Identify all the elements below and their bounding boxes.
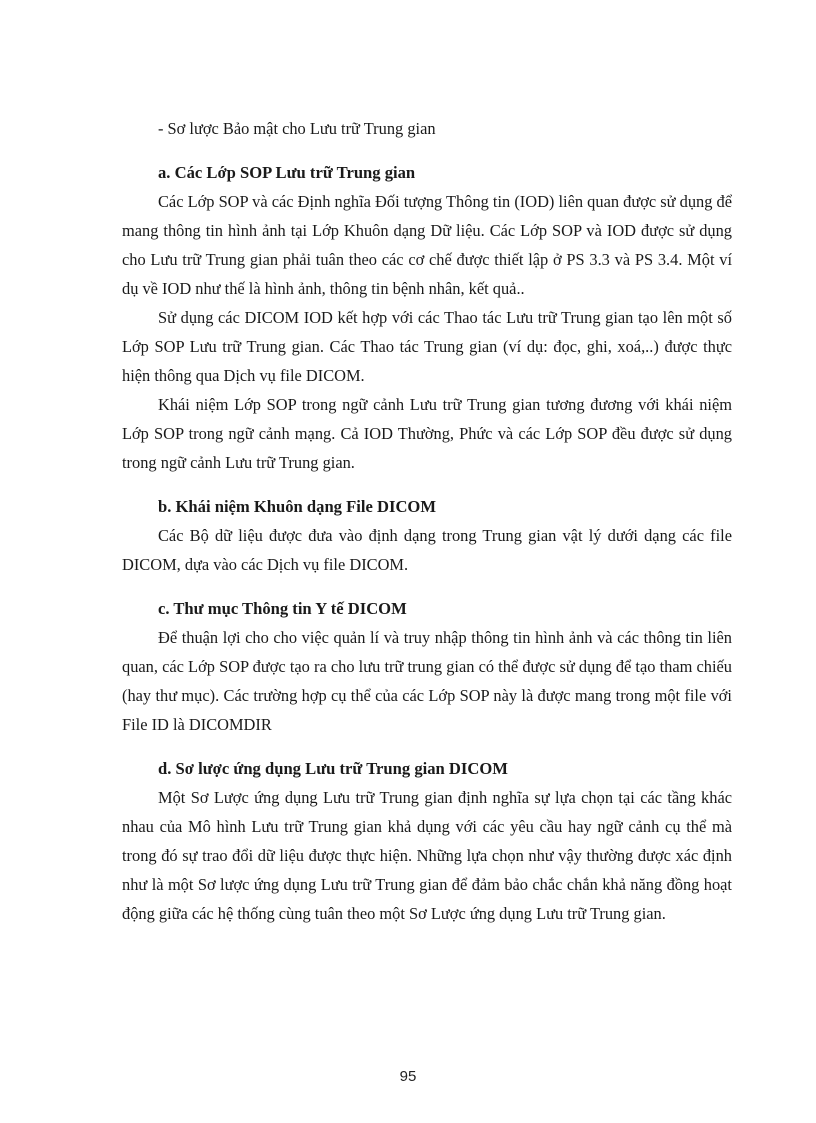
section-d-heading: d. Sơ lược ứng dụng Lưu trữ Trung gian DICOM <box>158 759 508 778</box>
section-c-paragraph-1: Để thuận lợi cho cho việc quản lí và truy nhập thông tin hình ảnh và các thông tin liên quan, các Lớp SOP được tạo ra cho lưu trữ trung gian có thể được sử dụng để tạo tham chiếu (hay thư mục). Các trường hợp cụ thể của các Lớp SOP này là được mang trong một file với File ID là DICOMDIR <box>122 628 732 734</box>
section-a-heading: a. Các Lớp SOP Lưu trữ Trung gian <box>158 163 416 182</box>
page-number: 95 <box>399 1068 417 1085</box>
section-a-paragraph-3: Khái niệm Lớp SOP trong ngữ cảnh Lưu trữ Trung gian tương đương với khái niệm Lớp SOP trong ngữ cảnh mạng. Cả IOD Thường, Phức và các Lớp SOP đều được sử dụng trong ngữ cảnh Lưu trữ Trung gian. <box>122 395 732 472</box>
section-b-heading: b. Khái niệm Khuôn dạng File DICOM <box>158 497 436 516</box>
section-b-paragraph-1: Các Bộ dữ liệu được đưa vào định dạng trong Trung gian vật lý dưới dạng các file DICOM, dựa vào các Dịch vụ file DICOM. <box>122 526 732 574</box>
intro-bullet: - Sơ lược Bảo mật cho Lưu trữ Trung gian <box>158 119 436 138</box>
section-a-paragraph-1: Các Lớp SOP và các Định nghĩa Đối tượng Thông tin (IOD) liên quan được sử dụng để mang thông tin hình ảnh tại Lớp Khuôn dạng Dữ liệu. Các Lớp SOP và IOD được sử dụng cho Lưu trữ Trung gian phải tuân theo các cơ chế được thiết lập ở PS 3.3 và PS 3.4. Một ví dụ về IOD như thế là hình ảnh, thông tin bệnh nhân, kết quả.. <box>122 192 732 298</box>
section-c-heading: c. Thư mục Thông tin Y tế DICOM <box>158 599 407 618</box>
document-page <box>122 114 732 928</box>
section-d-paragraph-1: Một Sơ Lược ứng dụng Lưu trữ Trung gian định nghĩa sự lựa chọn tại các tầng khác nhau của Mô hình Lưu trữ Trung gian khả dụng với các yêu cầu hay ngữ cảnh cụ thể mà trong đó sự trao đổi dữ liệu được thực hiện. Những lựa chọn như vậy thường được xác định như là một Sơ lược ứng dụng Lưu trữ Trung gian để đảm bảo chắc chắn khả năng đồng hoạt động giữa các hệ thống cùng tuân theo một Sơ Lược ứng dụng Lưu trữ Trung gian. <box>122 788 732 923</box>
section-a-paragraph-2: Sử dụng các DICOM IOD kết hợp với các Thao tác Lưu trữ Trung gian tạo lên một số Lớp SOP Lưu trữ Trung gian. Các Thao tác Trung gian (ví dụ: đọc, ghi, xoá,..) được thực hiện thông qua Dịch vụ file DICOM. <box>122 308 732 385</box>
